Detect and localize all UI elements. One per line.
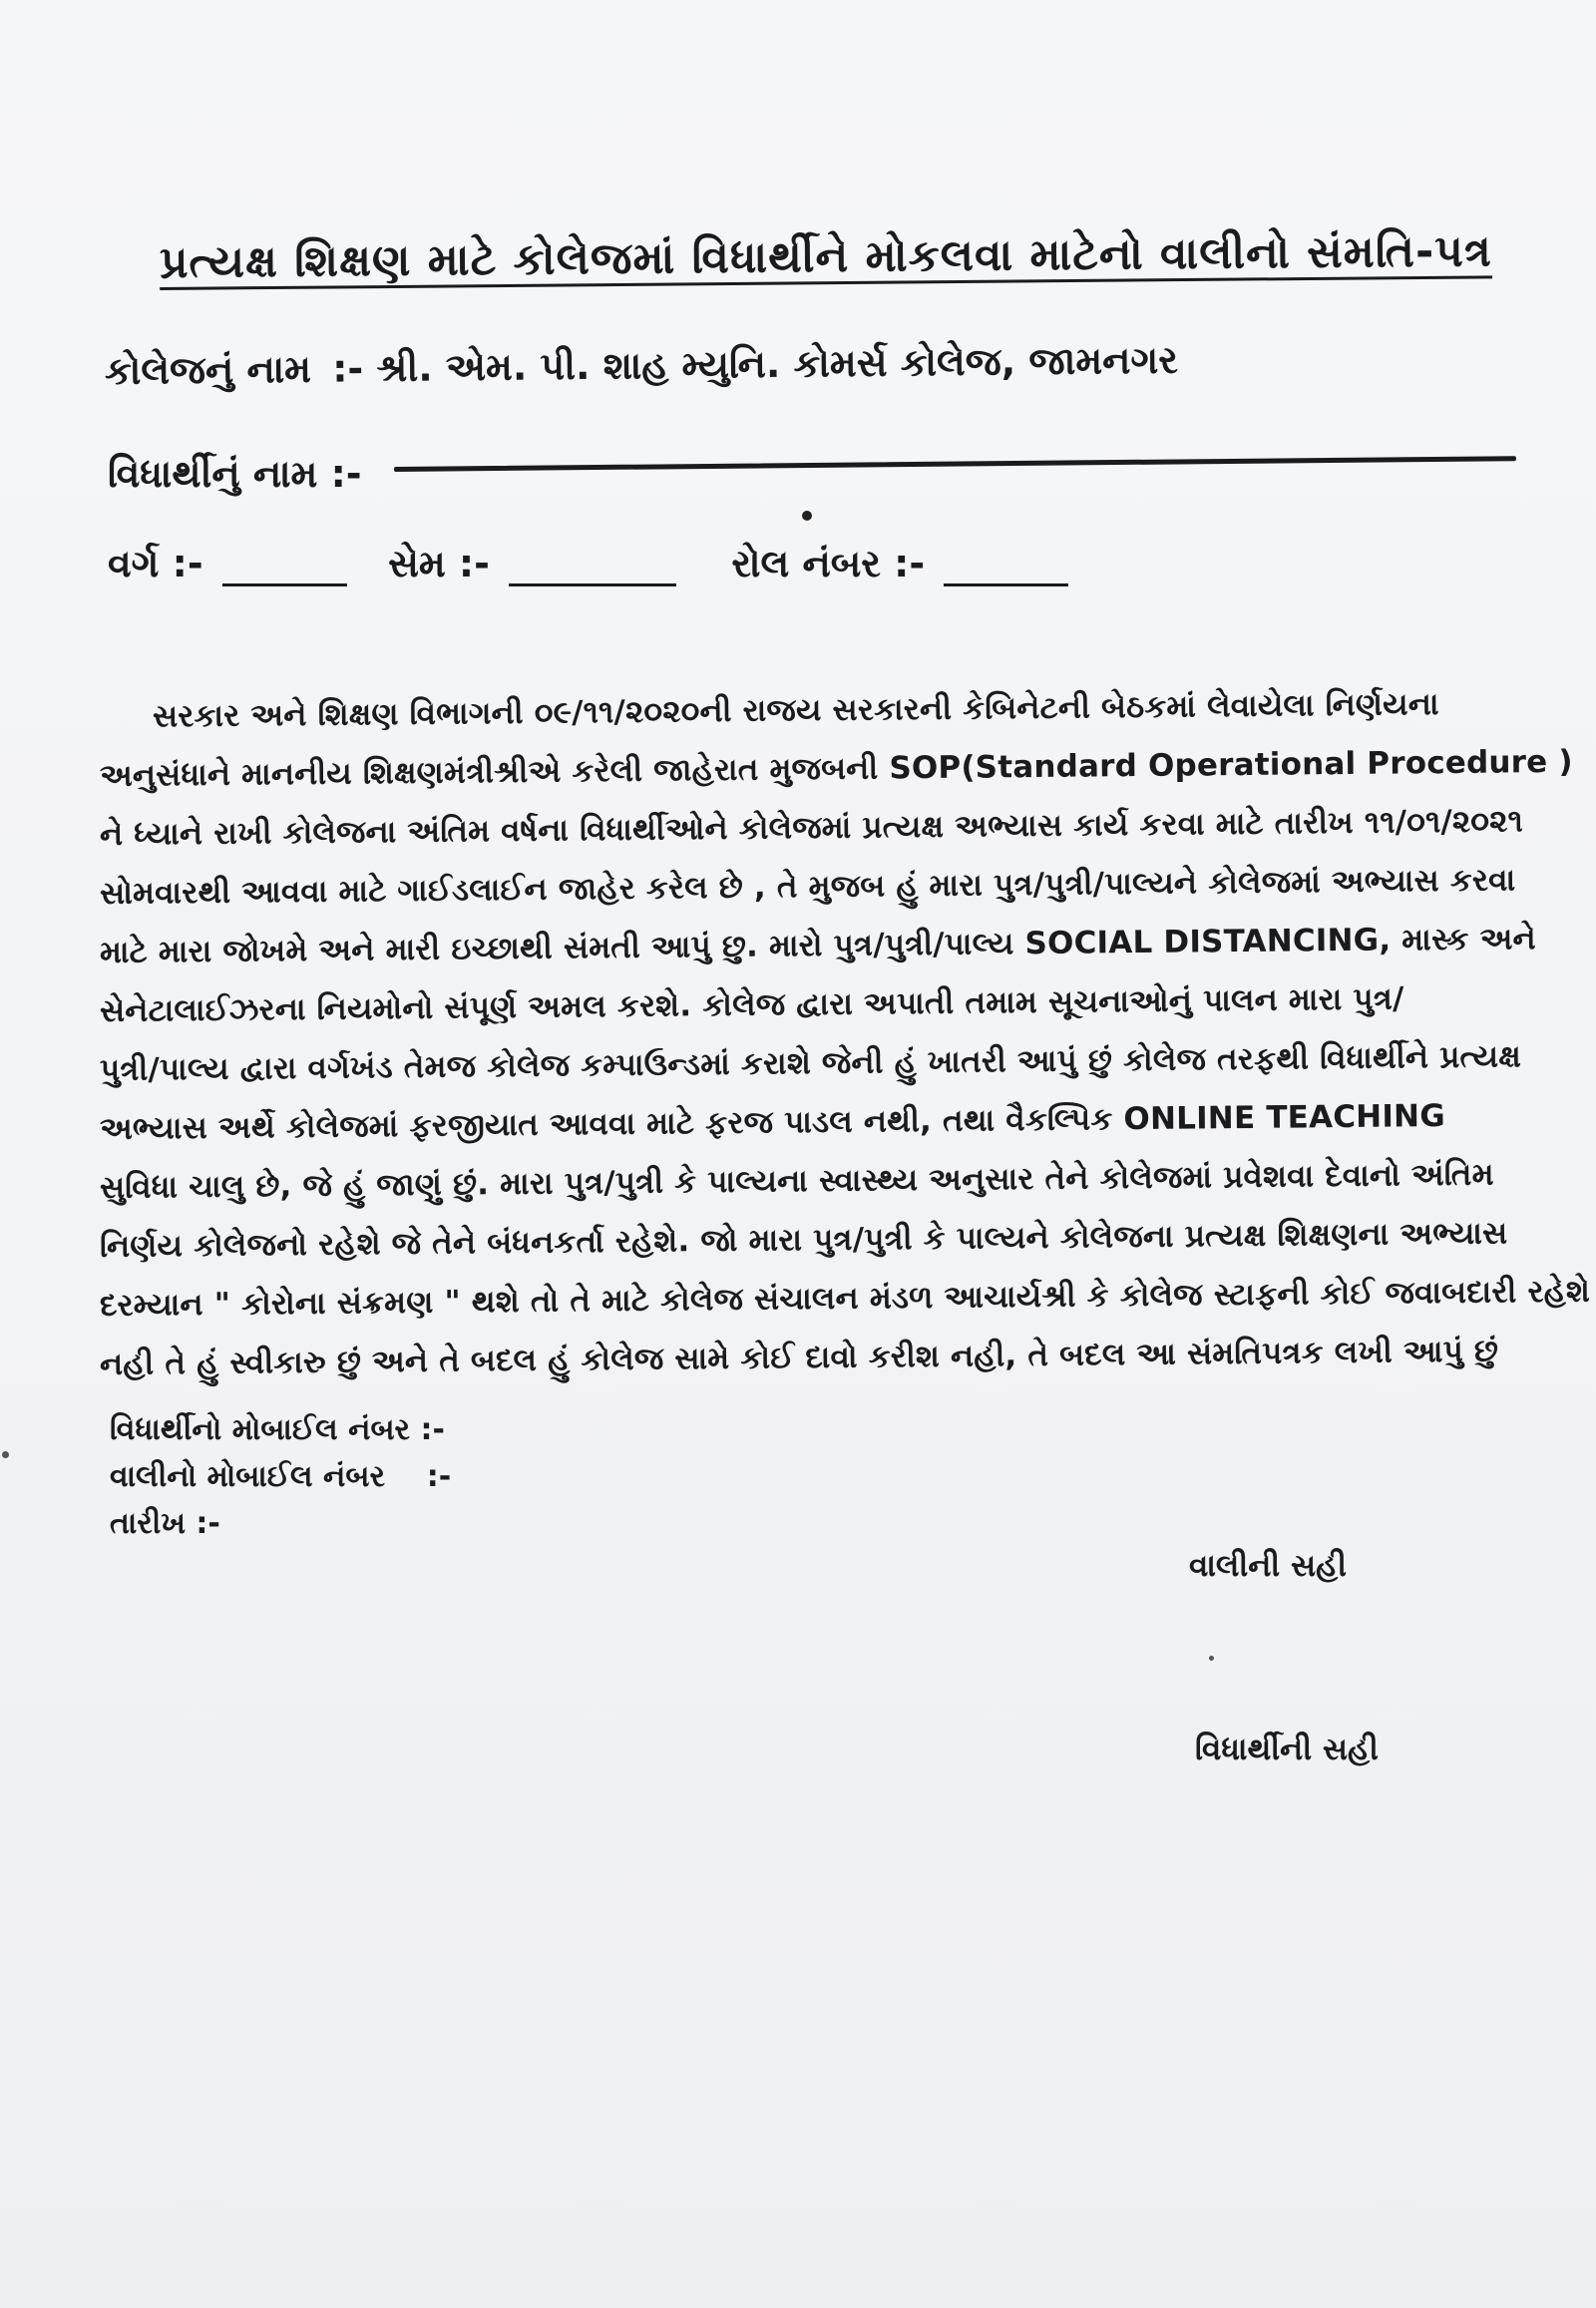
- student-name-label: વિધાર્થીનું નામ :-: [108, 452, 362, 496]
- sem-field: [388, 542, 676, 586]
- sem-label: સેમ :-: [388, 542, 490, 585]
- parent-mobile-label: વાલીનો મોબાઈલ નંબર :-: [110, 1459, 452, 1494]
- paragraph-line: અભ્યાસ અર્થે કોલેજમાં ફરજીયાત આવવા માટે ફરજ પાડલ નથી, તથા વૈકલ્પિક ONLINE TEACHING: [99, 1098, 1446, 1147]
- contact-section: [110, 1406, 451, 1547]
- date-label: તારીખ :-: [110, 1506, 220, 1541]
- class-field: [108, 542, 347, 586]
- paragraph-line: સરકાર અને શિક્ષણ વિભાગની ૦૯/૧૧/૨૦૨૦ની રાજય સરકારની કેબિનેટની બેઠકમાં લેવાયેલા નિર્ણયના: [152, 686, 1439, 735]
- document-title: પ્રત્યક્ષ શિક્ષણ માટે કોલેજમાં વિધાર્થીને મોકલવા માટેનો વાલીનો સંમતિ-પત્ર: [159, 225, 1493, 288]
- speck-mark: [802, 511, 812, 521]
- student-mobile-label: વિધાર્થીનો મોબાઈલ નંબર :-: [110, 1412, 445, 1447]
- student-name-row: [108, 452, 362, 497]
- class-label: વર્ગ :-: [108, 542, 203, 585]
- consent-paragraph: [99, 686, 1591, 1394]
- roll-label: રોલ નંબર :-: [731, 542, 926, 585]
- paragraph-line: નિર્ણય કોલેજનો રહેશે જે તેને બંધનકર્તા રહેશે. જો મારા પુત્ર/પુત્રી કે પાલ્યને કોલેજના પ્રત્યક્ષ શિક્ષણના અભ્યાસ: [99, 1215, 1508, 1265]
- student-signature-label: વિધાર્થીની સહી: [1195, 1731, 1379, 1767]
- paragraph-line: માટે મારા જોખમે અને મારી ઇચ્છાથી સંમતી આપું છુ. મારો પુત્ર/પુત્રી/પાલ્ય SOCIAL DISTANCING, માસ્ક અને: [99, 921, 1537, 970]
- college-name-label: કોલેજનું નામ: [104, 346, 312, 393]
- class-blank: [222, 554, 347, 586]
- college-name-value: :- શ્રી. એમ. પી. શાહ મ્યુનિ. કોમર્સ કોલેજ, જામનગર: [331, 337, 1179, 391]
- paragraph-line: સેનેટાલાઈઝરના નિયમોનો સંપૂર્ણ અમલ કરશે. કોલેજ દ્વારા અપાતી તમામ સૂચનાઓનું પાલન મારા પુત્ર/: [99, 980, 1404, 1029]
- parent-signature-label: વાલીની સહી: [1189, 1548, 1347, 1584]
- paragraph-line: નહી તે હું સ્વીકારુ છું અને તે બદલ હું કોલેજ સામે કોઈ દાવો કરીશ નહી, તે બદલ આ સંમતિપત્રક લખી આપું છું: [99, 1333, 1499, 1382]
- roll-blank: [944, 554, 1068, 586]
- college-name-row: [105, 338, 1178, 394]
- paragraph-line: અનુસંધાને માનનીય શિક્ષણમંત્રીશ્રીએ કરેલી જાહેરાત મુજબની SOP(Standard Operational Procedure ): [99, 743, 1573, 794]
- paragraph-line: પુત્રી/પાલ્ય દ્વારા વર્ગખંડ તેમજ કોલેજ કમ્પાઉન્ડમાં કરાશે જેની હું ખાતરી આપું છું કોલેજ તરફથી વિધાર્થીને પ્રત્યક્ષ: [99, 1038, 1522, 1088]
- paragraph-line: ને ધ્યાને રાખી કોલેજના અંતિમ વર્ષના વિધાર્થીઓને કોલેજમાં પ્રત્યક્ષ અભ્યાસ કાર્ય કરવા માટે તારીખ ૧૧/૦૧/૨૦૨૧: [99, 803, 1524, 853]
- paragraph-line: દરમ્યાન " કોરોના સંક્રમણ " થશે તો તે માટે કોલેજ સંચાલન મંડળ આચાર્યશ્રી કે કોલેજ સ્ટાફની કોઈ જવાબદારી રહેશે: [99, 1273, 1591, 1324]
- paragraph-line: સુવિધા ચાલુ છે, જે હું જાણું છું. મારા પુત્ર/પુત્રી કે પાલ્યના સ્વાસ્થ્ય અનુસાર તેને કોલેજમાં પ્રવેશવા દેવાનો અંતિમ: [99, 1156, 1494, 1206]
- student-name-blank-line: [394, 456, 1516, 472]
- roll-field: [731, 542, 1068, 586]
- speck-mark: [1209, 1656, 1214, 1661]
- speck-mark: [2, 1451, 9, 1458]
- sem-blank: [509, 554, 676, 586]
- paragraph-line: સોમવારથી આવવા માટે ગાઈડલાઈન જાહેર કરેલ છે , તે મુજબ હું મારા પુત્ર/પુત્રી/પાલ્યને કોલેજમાં અભ્યાસ કરવા: [99, 862, 1516, 912]
- class-sem-roll-row: [108, 542, 1068, 586]
